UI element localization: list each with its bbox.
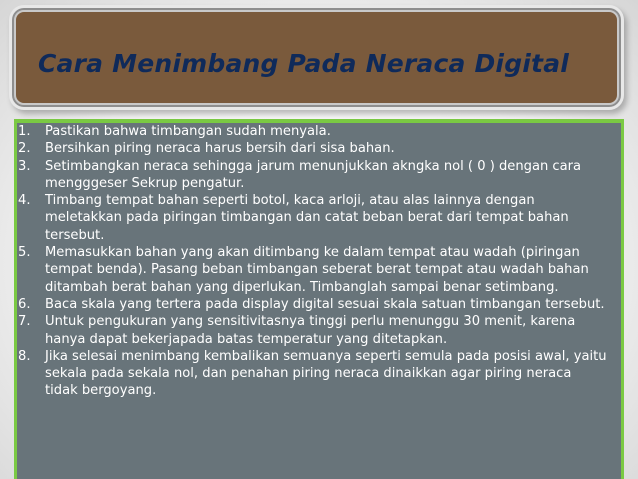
step-text: Pastikan bahwa timbangan sudah menyala. [45, 124, 331, 139]
slide-title: Cara Menimbang Pada Neraca Digital [38, 49, 570, 78]
step-number: 6. [18, 296, 31, 312]
step-number: 7. [18, 314, 31, 330]
step-text: Baca skala yang tertera pada display digital sesuai skala satuan timbangan tersebut. [45, 296, 605, 312]
step-text: Jika selesai menimbang kembalikan semuanya seperti semula pada posisi awal, yaitu sekala pada sekala nol, dan penahan piring neraca dinaikkan agar piring neraca tidak bergoyang. [45, 348, 607, 399]
list-item [18, 244, 608, 296]
steps-list [18, 123, 608, 400]
step-number: 8. [18, 348, 31, 364]
list-item [18, 140, 608, 157]
list-item [18, 158, 608, 193]
step-text: Untuk pengukuran yang sensitivitasnya tinggi perlu menunggu 30 menit, karena hanya dapat bekerjapada batas temperatur yang ditetapkan. [45, 314, 576, 347]
step-text: Bersihkan piring neraca harus bersih dari sisa bahan. [45, 141, 395, 157]
step-number: 1. [18, 124, 31, 139]
step-number: 2. [18, 141, 31, 157]
step-text: Setimbangkan neraca sehingga jarum menunjukkan akngka nol ( 0 ) dengan cara mengggeser Sekrup pengatur. [45, 158, 582, 191]
step-text: Memasukkan bahan yang akan ditimbang ke dalam tempat atau wadah (piringan tempat benda). Pasang beban timbangan seberat berat tempat atau wadah bahan ditambah berat bahan yang diperlukan. Timbanglah sampai benar setimbang. [45, 245, 589, 295]
step-text: Timbang tempat bahan seperti botol, kaca arloji, atau alas lainnya dengan meletakkan pada piringan timbangan dan catat beban berat dari tempat bahan tersebut. [45, 193, 569, 243]
list-item [18, 192, 608, 244]
step-number: 3. [18, 158, 31, 174]
step-number: 4. [18, 193, 31, 209]
title-banner [14, 10, 619, 105]
step-number: 5. [18, 245, 31, 261]
list-item [18, 313, 608, 348]
list-item [18, 348, 608, 400]
list-item [18, 296, 608, 313]
list-item [18, 123, 608, 140]
